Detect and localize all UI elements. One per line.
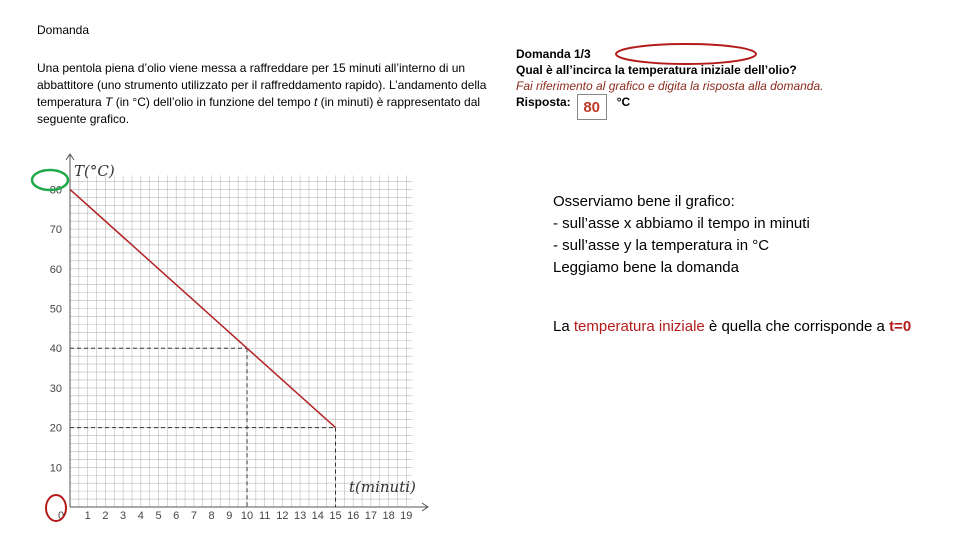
y-axis-label: T(°C) [74, 162, 115, 180]
answer-input[interactable]: 80 [577, 94, 607, 120]
x-tick-label: 7 [190, 510, 197, 522]
answer-label: Risposta: [516, 95, 571, 109]
x-tick-label: 18 [382, 510, 395, 522]
x-tick-label: 15 [329, 510, 342, 522]
y-tick-label: 20 [49, 422, 62, 435]
explanation-line: Osserviamo bene il grafico: [553, 193, 735, 210]
x-tick-label: 14 [311, 510, 324, 522]
question-text: Una pentola piena d’olio viene messa a raffreddare per 15 minuti all’interno di un abbattitore (uno strumento utilizzato per il raffreddamento rapido). L’andamento della temperatura T (in °C) dell’olio in funzione del tempo t (in minuti) è rappresentato dal seguente grafico. [37, 61, 487, 126]
answer-unit: °C [616, 95, 631, 109]
y-tick-label: 60 [49, 263, 62, 276]
x-tick-label: 13 [293, 510, 307, 522]
y-tick-label: 50 [49, 303, 62, 316]
task-question: Qual è all’incirca la temperatura iniziale dell’olio? [516, 63, 797, 77]
x-tick-label: 16 [347, 510, 360, 522]
x-tick-label: 6 [173, 510, 180, 522]
explanation-line: Leggiamo bene la domanda [553, 259, 739, 276]
x-axis-label: t(minuti) [349, 478, 416, 496]
x-tick-label: 11 [258, 510, 271, 522]
y-tick-label: 30 [49, 382, 62, 395]
x-tick-label: 5 [155, 510, 162, 522]
x-tick-label: 1 [84, 510, 91, 522]
y-tick-label: 40 [49, 343, 62, 356]
x-tick-label: 3 [120, 510, 127, 522]
explanation-line: - sull’asse y la temperatura in °C [553, 237, 770, 254]
x-tick-label: 9 [226, 510, 233, 522]
y-tick-label: 10 [49, 462, 62, 475]
task-note: Fai riferimento al grafico e digita la risposta alla domanda. [516, 79, 824, 93]
explanation-line: - sull’asse x abbiamo il tempo in minuti [553, 215, 810, 232]
task-title: Domanda 1/3 [516, 47, 591, 61]
highlight-initial-temperature: temperatura iniziale [573, 318, 705, 335]
x-tick-label: 0 [57, 510, 65, 522]
x-tick-label: 17 [364, 510, 378, 522]
highlight-t0: t=0 [889, 318, 912, 335]
y-tick-label: 70 [49, 224, 62, 237]
x-tick-label: 10 [240, 510, 254, 522]
x-tick-label: 12 [276, 510, 289, 522]
explanation-conclusion: La temperatura iniziale è quella che corrisponde a t=0 [553, 318, 912, 335]
y-tick-label: 80 [49, 184, 62, 197]
x-tick-label: 19 [400, 510, 413, 522]
x-tick-label: 8 [208, 510, 215, 522]
question-heading: Domanda [37, 23, 90, 37]
x-tick-label: 2 [102, 510, 109, 522]
x-tick-label: 4 [137, 510, 144, 522]
highlight-circle-0 [46, 495, 66, 521]
